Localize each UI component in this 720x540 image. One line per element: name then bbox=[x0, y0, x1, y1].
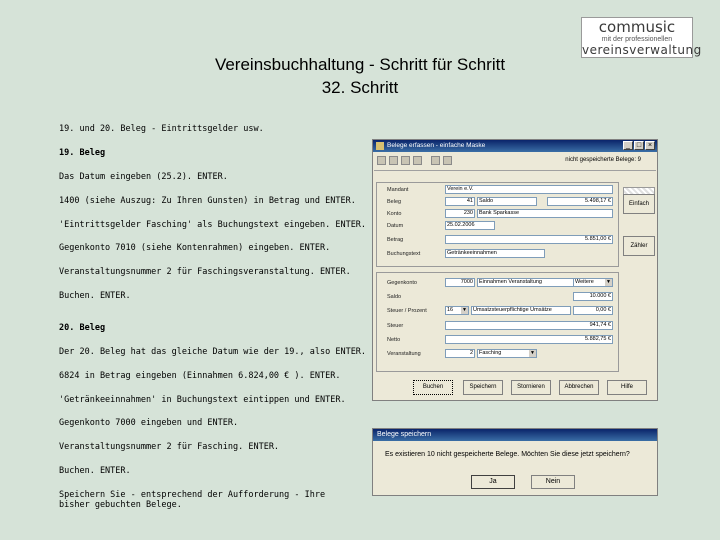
field-label: Konto bbox=[387, 211, 402, 217]
veranstaltung-field[interactable]: 2 bbox=[445, 349, 475, 358]
step-text: 19. und 20. Beleg - Eintrittsgelder usw. bbox=[59, 124, 264, 134]
step-text: Der 20. Beleg hat das gleiche Datum wie der 19., also ENTER. bbox=[59, 347, 367, 357]
weitere-label: Weitere bbox=[575, 279, 594, 285]
yes-button[interactable]: Ja bbox=[471, 475, 515, 489]
field-label: Buchungstext bbox=[387, 251, 421, 257]
window-title: Belege erfassen - einfache Maske bbox=[387, 142, 486, 149]
field-label: Betrag bbox=[387, 237, 404, 243]
logo-line-1: commusic bbox=[598, 18, 676, 36]
field-label: Steuer bbox=[387, 323, 404, 329]
form-row bbox=[377, 249, 618, 260]
close-icon[interactable]: × bbox=[645, 141, 655, 150]
konto-field[interactable]: 230 bbox=[445, 209, 475, 218]
no-button[interactable]: Nein bbox=[531, 475, 575, 489]
step-text: Veranstaltungsnummer 2 für Fasching. ENTER. bbox=[59, 442, 280, 452]
form-row bbox=[377, 349, 618, 360]
veranstaltung-select[interactable] bbox=[477, 349, 537, 358]
form-row bbox=[377, 185, 618, 196]
app-icon bbox=[376, 142, 384, 150]
mandant-field[interactable]: Verein e.V. bbox=[445, 185, 613, 194]
form-row bbox=[377, 278, 618, 289]
veranstaltung-name: Fasching bbox=[479, 350, 502, 356]
steuer-base: 0,00 € bbox=[573, 306, 613, 315]
chevron-down-icon[interactable]: ▼ bbox=[462, 307, 467, 313]
maximize-icon[interactable]: □ bbox=[634, 141, 644, 150]
window-titlebar bbox=[373, 140, 657, 152]
form-row bbox=[377, 197, 618, 208]
step-text: Buchen. ENTER. bbox=[59, 291, 131, 301]
abbrechen-button[interactable]: Abbrechen bbox=[559, 380, 599, 395]
slide-title: Vereinsbuchhaltung - Schritt für Schritt bbox=[214, 55, 506, 74]
step-text: Veranstaltungsnummer 2 für Faschingsveranstaltung. ENTER. bbox=[59, 267, 351, 277]
belege-erfassen-window bbox=[372, 139, 658, 401]
window-toolbar bbox=[375, 154, 655, 168]
step-text: Gegenkonto 7010 (siehe Kontenrahmen) eingeben. ENTER. bbox=[59, 243, 331, 253]
saldo-value: 5.498,17 € bbox=[547, 197, 613, 206]
top-form bbox=[376, 182, 619, 267]
hilfe-button[interactable]: Hilfe bbox=[607, 380, 647, 395]
datum-field[interactable]: 25.02.2006 bbox=[445, 221, 495, 230]
field-label: Gegenkonto bbox=[387, 280, 417, 286]
step-text: Das Datum eingeben (25.2). ENTER. bbox=[59, 172, 228, 182]
step-heading: 20. Beleg bbox=[59, 323, 106, 333]
steuer-type: Umsatzsteuerpflichtige Umsätze bbox=[471, 306, 571, 315]
dialog-title: Belege speichern bbox=[377, 431, 432, 438]
buchungstext-field[interactable]: Getränkeeinnahmen bbox=[445, 249, 545, 258]
slide-subtitle: 32. Schritt bbox=[321, 78, 399, 97]
buchen-button[interactable]: Buchen bbox=[413, 380, 453, 395]
form-row bbox=[377, 209, 618, 220]
speichern-button[interactable]: Speichern bbox=[463, 380, 503, 395]
gegenkonto-name: Einnahmen Veranstaltung bbox=[479, 279, 542, 285]
netto-field: 5.882,75 € bbox=[445, 335, 613, 344]
field-label: Netto bbox=[387, 337, 401, 343]
step-text: Buchen. ENTER. bbox=[59, 466, 131, 476]
minimize-icon[interactable]: _ bbox=[623, 141, 633, 150]
field-label: Veranstaltung bbox=[387, 351, 421, 357]
form-row bbox=[377, 335, 618, 346]
step-text: 6824 in Betrag eingeben (Einnahmen 6.824,00 € ). ENTER. bbox=[59, 371, 341, 381]
open-icon[interactable] bbox=[389, 156, 398, 165]
new-icon[interactable] bbox=[377, 156, 386, 165]
form-row bbox=[377, 235, 618, 246]
print-icon[interactable] bbox=[413, 156, 422, 165]
step-text: Gegenkonto 7000 eingeben und ENTER. bbox=[59, 418, 239, 428]
konto-name: Bank Sparkasse bbox=[477, 209, 613, 218]
field-label: Beleg bbox=[387, 199, 402, 205]
beleg-field[interactable]: 41 bbox=[445, 197, 475, 206]
saldo-label-field: Saldo bbox=[477, 197, 537, 206]
saldo-field: 10.000 € bbox=[573, 292, 613, 301]
einfach-button[interactable]: Einfach bbox=[623, 194, 655, 214]
field-label: Steuer / Prozent bbox=[387, 308, 427, 314]
stornieren-button[interactable]: Stornieren bbox=[511, 380, 551, 395]
form-row bbox=[377, 306, 618, 317]
steuer-field: 941,74 € bbox=[445, 321, 613, 330]
form-row bbox=[377, 221, 618, 232]
step-text: 1400 (siehe Auszug: Zu Ihren Gunsten) in Betrag und ENTER. bbox=[59, 196, 356, 206]
unsaved-count: nicht gespeicherte Belege: 9 bbox=[565, 157, 641, 163]
chevron-down-icon[interactable]: ▼ bbox=[606, 279, 611, 285]
logo-line-2: mit der professionellen bbox=[601, 36, 673, 43]
betrag-field[interactable]: 5.851,00 € bbox=[445, 235, 613, 244]
chevron-down-icon[interactable]: ▼ bbox=[530, 350, 535, 356]
logo-line-3: vereinsverwaltung bbox=[582, 43, 702, 57]
field-label: Saldo bbox=[387, 294, 402, 300]
weitere-select[interactable] bbox=[573, 278, 613, 287]
steuer-percent-select[interactable] bbox=[445, 306, 469, 315]
form-row bbox=[377, 292, 618, 303]
step-text: 'Getränkeeinnahmen' in Buchungstext eintippen und ENTER. bbox=[59, 395, 346, 405]
zaehler-button[interactable]: Zähler bbox=[623, 236, 655, 256]
back-icon[interactable] bbox=[431, 156, 440, 165]
steuer-percent: 16 bbox=[447, 307, 454, 313]
forward-icon[interactable] bbox=[443, 156, 452, 165]
field-label: Mandant bbox=[387, 187, 409, 193]
dialog-titlebar bbox=[373, 429, 657, 441]
commusic-logo bbox=[581, 17, 702, 58]
dialog-message: Es existieren 10 nicht gespeicherte Belege. Möchten Sie diese jetzt speichern? bbox=[385, 451, 630, 458]
step-text: 'Eintrittsgelder Fasching' als Buchungstext eingeben. ENTER. bbox=[59, 220, 367, 230]
form-row bbox=[377, 321, 618, 332]
divider bbox=[374, 170, 656, 171]
bottom-form bbox=[376, 272, 619, 372]
gegenkonto-field[interactable]: 7000 bbox=[445, 278, 475, 287]
step-text: Speichern Sie - entsprechend der Aufforderung - Ihre bisher gebuchten Belege. bbox=[59, 490, 326, 510]
step-heading: 19. Beleg bbox=[59, 148, 106, 158]
save-icon[interactable] bbox=[401, 156, 410, 165]
save-dialog bbox=[372, 428, 658, 496]
field-label: Datum bbox=[387, 223, 404, 229]
